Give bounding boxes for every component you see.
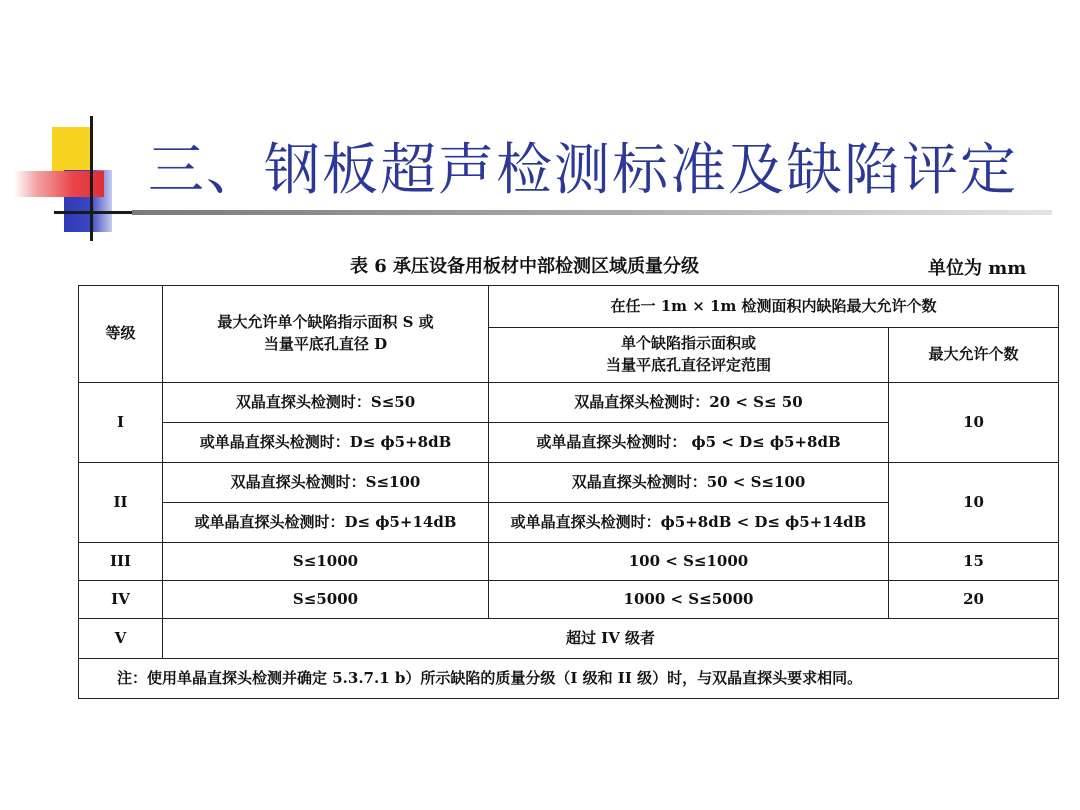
header-range-line2: 当量平底孔直径评定范围 [605,356,771,374]
grade-cell: III [79,543,163,581]
header-max-single-line1: 最大允许单个缺陷指示面积 S 或 [217,313,434,332]
decor-yellow-square [52,127,92,172]
single-limit-cell: S≤1000 [163,543,489,581]
table-unit: 单位为 mm [928,258,1027,279]
range-cell: 或单晶直探头检测时： ϕ5 < D≤ ϕ5+8dB [489,423,889,463]
table-note: 注：使用单晶直探头检测并确定 5.3.7.1 b）所示缺陷的质量分级（I 级和 II 级）时，与双晶直探头要求相同。 [79,659,1059,699]
range-cell: 100 < S≤1000 [489,543,889,581]
table-row [79,543,1059,581]
single-limit-cell: 或单晶直探头检测时：D≤ ϕ5+8dB [163,423,489,463]
table-note-row [79,659,1059,699]
count-cell: 15 [889,543,1059,581]
decor-vertical-line [90,116,93,241]
grade-cell: II [79,463,163,543]
range-cell: 或单晶直探头检测时：ϕ5+8dB < D≤ ϕ5+14dB [489,503,889,543]
count-cell: 10 [889,463,1059,543]
single-limit-cell: 双晶直探头检测时：S≤50 [163,383,489,423]
decor-horizontal-line [54,211,142,214]
header-max-single [163,286,489,383]
table-row [79,619,1059,659]
header-range [489,328,889,383]
count-cell: 10 [889,383,1059,463]
header-max-count: 最大允许个数 [889,328,1059,383]
header-grade: 等级 [79,286,163,383]
table-row [79,383,1059,423]
header-max-single-line2: 当量平底孔直径 D [263,335,388,353]
table-row [79,463,1059,503]
grade-cell: V [79,619,163,659]
header-range-line1: 单个缺陷指示面积或 [620,334,756,353]
grade-cell: I [79,383,163,463]
count-cell: 20 [889,581,1059,619]
title-underline [132,210,1052,215]
single-limit-cell: S≤5000 [163,581,489,619]
table-caption: 表 6 承压设备用板材中部检测区域质量分级 [350,256,700,277]
table-row [79,581,1059,619]
merged-cell: 超过 IV 级者 [163,619,1059,659]
single-limit-cell: 或单晶直探头检测时：D≤ ϕ5+14dB [163,503,489,543]
range-cell: 双晶直探头检测时：50 < S≤100 [489,463,889,503]
quality-grade-table [78,285,1058,701]
range-cell: 双晶直探头检测时：20 < S≤ 50 [489,383,889,423]
slide-title: 三、钢板超声检测标准及缺陷评定 [148,138,1018,203]
single-limit-cell: 双晶直探头检测时：S≤100 [163,463,489,503]
range-cell: 1000 < S≤5000 [489,581,889,619]
header-per-area: 在任一 1m × 1m 检测面积内缺陷最大允许个数 [489,286,1059,328]
grade-cell: IV [79,581,163,619]
